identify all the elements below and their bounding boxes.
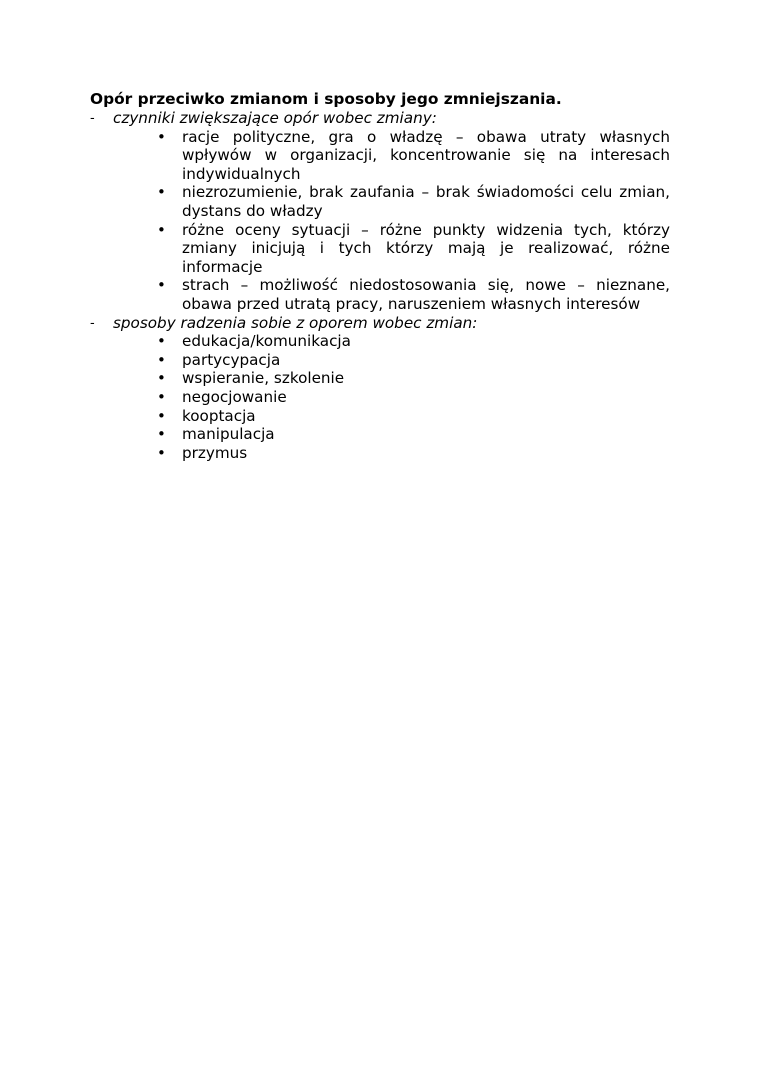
list-item-text: negocjowanie <box>182 387 287 406</box>
list-item <box>157 350 670 370</box>
list-item-text: wspieranie, szkolenie <box>182 369 345 388</box>
bullet-icon: • <box>157 127 166 146</box>
bullet-icon: • <box>157 443 166 462</box>
bullet-icon: • <box>157 425 166 444</box>
bullet-list <box>113 332 670 462</box>
list-item <box>157 387 670 407</box>
list-item <box>157 406 670 426</box>
bullet-icon: • <box>157 183 166 202</box>
list-item-text: strach – możliwość niedostosowania się, nowe – nieznane, obawa przed utratą pracy, naruszeniem własnych interesów <box>182 276 670 313</box>
bullet-icon: • <box>157 350 166 369</box>
section-dash-marker: - <box>90 315 95 331</box>
bullet-icon: • <box>157 276 166 295</box>
list-item-text: przymus <box>182 443 248 462</box>
list-item-text: manipulacja <box>182 425 275 444</box>
section-coping-methods <box>90 314 670 463</box>
list-item-text: kooptacja <box>182 406 256 425</box>
section-resistance-factors <box>90 109 670 314</box>
list-item <box>157 332 670 351</box>
list-item <box>157 369 670 388</box>
bullet-icon: • <box>157 387 166 406</box>
list-item-text: edukacja/komunikacja <box>182 332 351 351</box>
section-heading: czynniki zwiększające opór wobec zmiany: <box>113 109 437 127</box>
list-item-text: racje polityczne, gra o władzę – obawa utraty własnych wpływów w organizacji, koncentrowanie się na interesach indywidualnych <box>182 127 670 183</box>
list-item <box>157 127 670 184</box>
list-item-text: różne oceny sytuacji – różne punkty widzenia tych, którzy zmiany inicjują i tych którzy mają je realizować, różne informacje <box>182 220 670 276</box>
list-item-text: niezrozumienie, brak zaufania – brak świadomości celu zmian, dystans do władzy <box>182 183 670 220</box>
document-title: Opór przeciwko zmianom i sposoby jego zmniejszania. <box>90 90 562 108</box>
list-item-text: partycypacja <box>182 350 281 369</box>
section-heading: sposoby radzenia sobie z oporem wobec zmian: <box>113 313 478 332</box>
section-dash-marker: - <box>90 111 95 126</box>
bullet-icon: • <box>157 332 166 351</box>
document-body <box>90 90 670 462</box>
bullet-icon: • <box>157 406 166 425</box>
list-item <box>157 220 670 277</box>
bullet-list <box>113 128 670 314</box>
list-item <box>157 276 670 313</box>
bullet-icon: • <box>157 369 166 388</box>
list-item <box>157 425 670 444</box>
list-item <box>157 183 670 220</box>
list-item <box>157 443 670 463</box>
bullet-icon: • <box>157 220 166 239</box>
